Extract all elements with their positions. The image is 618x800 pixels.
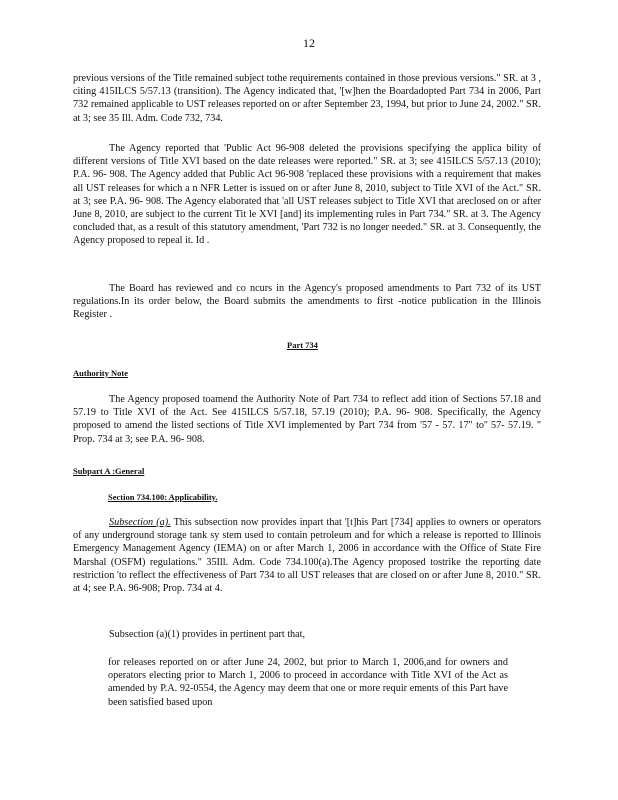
paragraph-subsection-a1 xyxy=(73,628,541,641)
paragraph-authority-note xyxy=(73,393,541,446)
subsection-label: Subsection (a). xyxy=(109,517,171,528)
paragraph-board-reviewed xyxy=(73,282,541,322)
paragraph-text: The Agency reported that 'Public Act 96-908 deleted the provisions specifying the applica bility of different versions of Title XVI based on the date releases were reported." SR. at 3; see 415ILCS 5/57.13 (2010); P.A. 96- 908. The Agency added that Public Act 96-908 'replaced these provisions with a requirement that makes all UST releases for which a n NFR Letter is issued on or after June 8, 2010, subject to Title XVI of the Act." SR. at 3; see P.A. 96- 908. The Agency elaborated that 'all UST releases subject to Title XVI that areclosed on or after June 8, 2010, are subject to the current Tit le XVI [and] its implementing rules in Part 734." SR. at 3. The Agency concluded that, as a result of this statutory amendment, 'Part 732 is no longer needed." SR. at 3. Consequently, the Agency proposed to repeal it. Id . xyxy=(73,143,541,247)
heading-section-734-100: Section 734.100: Applicability. xyxy=(108,492,218,502)
paragraph-text: Subsection (a)(1) provides in pertinent part that, xyxy=(109,629,306,640)
paragraph-text: previous versions of the Title remained subject tothe requirements contained in those previous versions." SR. at 3 , citing 415ILCS 5/57.13 (transition). The Agency indicated that, '[w]hen the Boardadopted Part 734 in 2006, Part 732 remained applicable to UST releases reported on or after September 23, 1994, but prior to June 24, 2002." SR. at 3; see 35 Ill. Adm. Code 732, 734. xyxy=(73,73,541,124)
paragraph-subsection-a xyxy=(73,516,541,595)
heading-part-734: Part 734 xyxy=(287,340,318,350)
paragraph-text: The Agency proposed toamend the Authority Note of Part 734 to reflect add ition of Sections 57.18 and 57.19 to Title XVI of the Act. See 415ILCS 5/57.18, 57.19 (2010); P.A. 96- 908. Specifically, the Agency proposed to amend the listed sections of Title XVI implemented by Part 734 from '57 - 57. 17" to'' 57- 57.19. " Prop. 734 at 3; see P.A. 96- 908. xyxy=(73,394,541,445)
page-number: 12 xyxy=(303,36,315,50)
heading-subpart-a: Subpart A :General xyxy=(73,466,145,476)
paragraph-text: This subsection now provides inpart that '[t]his Part [734] applies to owners or operators of any underground storage tank sy stem used to contain petroleum and for which a release is reported to Illinois Emergency Management Agency (IEMA) on or after March 1, 2006 in accordance with the Office of State Fire Marshal (OSFM) regulations." 35Ill. Adm. Code 734.100(a).The Agency proposed tostrike the reporting date restriction 'to reflect the effectiveness of Part 734 to all UST releases that are closed on or after June 8, 2010." SR. at 4; see P.A. 96-908; Prop. 734 at 4. xyxy=(73,517,541,595)
paragraph-agency-reported xyxy=(73,142,541,248)
heading-authority-note: Authority Note xyxy=(73,368,129,378)
paragraph-text: The Board has reviewed and co ncurs in the Agency's proposed amendments to Part 732 of its UST regulations.In its order below, the Board submits the amendments to first -notice publication in the Illinois Register . xyxy=(73,283,541,321)
block-quote: for releases reported on or after June 24, 2002, but prior to March 1, 2006,and for owners and operators electing prior to March 1, 2006 to proceed in accordance with Title XVI of the Act as amended by P.A. 92-0554, the Agency may deem that one or more requir ements of this Part have been satisfied based upon xyxy=(108,657,508,708)
paragraph-versions xyxy=(73,72,541,125)
